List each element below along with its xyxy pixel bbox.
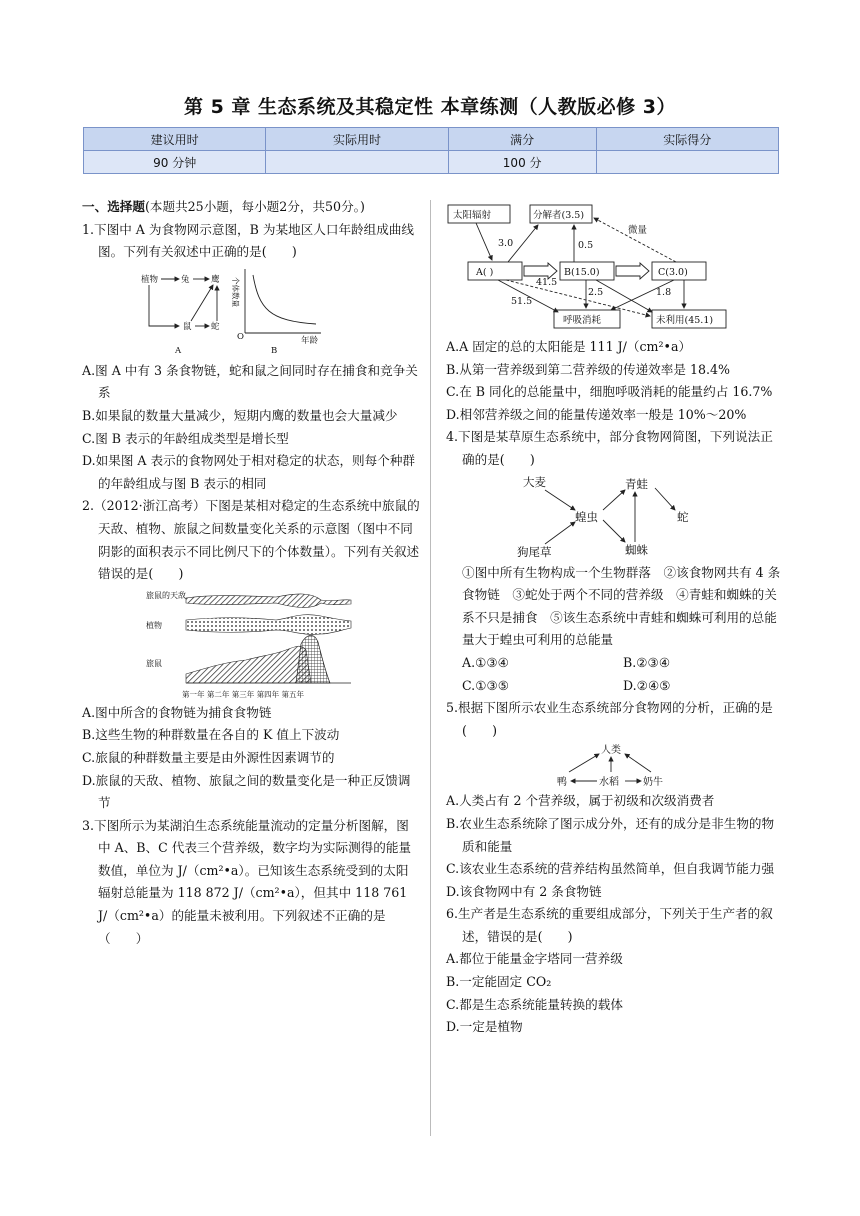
q4-option-a[interactable]: A.①③④	[462, 654, 509, 670]
q2-figure	[146, 588, 356, 700]
q4-spider: 蜘蛛	[625, 542, 648, 557]
section-heading: 一、选择题(本题共25小题，每小题2分，共50分。)	[82, 199, 365, 214]
q5-human: 人类	[601, 745, 621, 757]
q5-stem: 5.根据下图所示农业生态系统部分食物网的分析，正确的是( )	[446, 700, 773, 738]
q4-option-c[interactable]: C.①③⑤	[462, 677, 510, 693]
q3-option-a[interactable]: A.A 固定的总的太阳能是 111 J/（cm²•a）	[446, 339, 692, 354]
q1-plant: 植物	[141, 274, 159, 285]
q3-n18: 1.8	[656, 287, 672, 298]
value-full-score: 100 分	[448, 151, 596, 174]
q5-rice: 水稻	[599, 777, 619, 789]
q1-option-b[interactable]: B.如果鼠的数量大量减少，短期内鹰的数量也会大量减少	[82, 407, 398, 423]
q3-resp: 呼吸消耗	[563, 315, 602, 326]
q2-label-plant: 植物	[146, 620, 162, 630]
q3-decomposer: 分解者(3.5)	[533, 210, 585, 221]
q2-option-b[interactable]: B.这些生物的种群数量在各自的 K 值上下波动	[82, 727, 340, 743]
q2-band-plant	[186, 614, 351, 634]
q3-n515: 51.5	[511, 296, 533, 307]
q3-options	[446, 336, 784, 426]
q2-option-d[interactable]: D.旅鼠的天敌、植物、旅鼠之间的数量变化是一种正反馈调节	[82, 772, 411, 811]
value-suggested-time: 90 分钟	[84, 151, 266, 174]
q3-figure	[446, 200, 746, 330]
q6-option-c[interactable]: C.都是生态系统能量转换的载体	[446, 996, 623, 1012]
q1-figure	[141, 269, 361, 357]
q6-stem: 6.生产者是生态系统的重要组成部分，下列关于生产者的叙述，错误的是( )	[446, 906, 773, 944]
q1-origin: O	[237, 331, 244, 342]
q5-option-c[interactable]: C.该农业生态系统的营养结构虽然简单，但自我调节能力强	[446, 861, 775, 877]
q1-label-a: A	[175, 345, 182, 356]
q1-snake: 蛇	[211, 321, 220, 332]
q1-xlabel: 年龄	[301, 335, 319, 346]
q1-mouse: 鼠	[183, 321, 192, 332]
q2-options	[82, 702, 420, 815]
q4-figure	[515, 474, 715, 560]
q3-n30: 3.0	[498, 238, 514, 249]
q2-band-predator	[186, 594, 351, 608]
q3-node-c: C(3.0)	[658, 267, 688, 278]
q2-option-a[interactable]: A.图中所含的食物链为捕食食物链	[82, 704, 272, 720]
q3-n05: 0.5	[578, 240, 594, 251]
q5-duck: 鸭	[557, 777, 567, 789]
q2-option-c[interactable]: C.旅鼠的种群数量主要是由外源性因素调节的	[82, 749, 335, 765]
q1-label-b: B	[271, 345, 278, 356]
q2-stem: 2.（2012·浙江高考）下图是某相对稳定的生态系统中旅鼠的天敌、植物、旅鼠之间数量变化关系的示意图（图中不同阴影的面积表示不同比例尺下的个体数量）。下列有关叙述错误的是( )	[82, 498, 420, 582]
q4-option-d[interactable]: D.②④⑤	[623, 677, 671, 693]
q5-cow: 奶牛	[643, 777, 663, 789]
q4-barley: 大麦	[523, 474, 546, 489]
q2-label-predator: 旅鼠的天敌	[146, 590, 186, 600]
q6-option-b[interactable]: B.一定能固定 CO₂	[446, 974, 552, 990]
value-actual-score[interactable]	[596, 151, 778, 174]
q6-option-a[interactable]: A.都位于能量金字塔同一营养级	[446, 951, 623, 967]
q3-sun: 太阳辐射	[453, 210, 492, 221]
q1-eagle: 鹰	[211, 274, 220, 285]
column-divider	[430, 200, 431, 1136]
header-suggested-time: 建议用时	[84, 128, 266, 151]
q3-node-b: B(15.0)	[564, 267, 600, 278]
q5-option-a[interactable]: A.人类占有 2 个营养级，属于初级和次级消费者	[446, 793, 715, 809]
q3-option-d[interactable]: D.相邻营养级之间的能量传递效率一般是 10%～20%	[446, 406, 747, 422]
q3-n415: 41.5	[536, 277, 558, 288]
right-column	[446, 200, 784, 1039]
q2-years: 第一年 第二年 第三年 第四年 第五年	[182, 689, 305, 699]
q1-option-a[interactable]: A.图 A 中有 3 条食物链，蛇和鼠之间同时存在捕食和竞争关系	[82, 362, 418, 401]
q1-stem: 1.下图中 A 为食物网示意图，B 为某地区人口年龄组成曲线图。下列有关叙述中正确的是( )	[82, 221, 415, 260]
q5-figure	[555, 742, 675, 790]
page-title: 第 5 章 生态系统及其稳定性 本章练测（人教版必修 3）	[183, 96, 676, 118]
q4-locust: 蝗虫	[575, 509, 598, 524]
q4-frog: 青蛙	[625, 476, 648, 491]
q4-snake: 蛇	[677, 509, 689, 524]
header-full-score: 满分	[448, 128, 596, 151]
q1-option-d[interactable]: D.如果图 A 表示的食物网处于相对稳定的状态，则每个种群的年龄组成与图 B 表示的相同	[82, 453, 416, 491]
q4-options	[446, 652, 784, 697]
q3-n25: 2.5	[588, 287, 604, 298]
q2-band-lemming-low	[186, 646, 311, 683]
q4-option-b[interactable]: B.②③④	[623, 654, 671, 670]
q5-option-b[interactable]: B.农业生态系统除了图示成分外，还有的成分是非生物的物质和能量	[446, 815, 775, 854]
q4-statements: ①图中所有生物构成一个生物群落 ②该食物网共有 4 条食物链 ③蛇处于两个不同的营养级 ④青蛙和蜘蛛的关系不只是捕食 ⑤该生态系统中青蛙和蜘蛛可利用的总能量大于蝗虫可利用的总能量	[462, 564, 781, 648]
q3-option-b[interactable]: B.从第一营养级到第二营养级的传递效率是 18.4%	[446, 361, 730, 377]
q2-band-lemming-peak	[296, 635, 330, 683]
header-actual-time: 实际用时	[266, 128, 448, 151]
info-table	[83, 127, 779, 174]
value-actual-time[interactable]	[266, 151, 448, 174]
q3-trace: 微量	[628, 225, 648, 236]
q5-option-d[interactable]: D.该食物网中有 2 条食物链	[446, 883, 602, 899]
q1-option-c[interactable]: C.图 B 表示的年龄组成类型是增长型	[82, 430, 289, 446]
q6-option-d[interactable]: D.一定是植物	[446, 1019, 523, 1035]
q1-options	[82, 360, 420, 496]
q1-ylabel: 个体数量	[231, 276, 240, 307]
q3-unused: 未利用(45.1)	[656, 315, 714, 326]
left-column	[82, 196, 420, 950]
q4-foxtail: 狗尾草	[517, 544, 552, 559]
q1-rabbit: 兔	[181, 274, 190, 285]
q3-stem: 3.下图所示为某湖泊生态系统能量流动的定量分析图解，图中 A、B、C 代表三个营养级，数字均为实际测得的能量数值，单位为 J/（cm²•a）。已知该生态系统受到的太阳辐射总能量为 118 872 J/（cm²•a），但其中 118 761 J/（cm²•a）的能量未被利用。下列叙述不正确的是（ ）	[82, 817, 412, 946]
header-actual-score: 实际得分	[596, 128, 778, 151]
q3-option-c[interactable]: C.在 B 同化的总能量中，细胞呼吸消耗的能量约占 16.7%	[446, 384, 773, 400]
q4-stem: 4.下图是某草原生态系统中，部分食物网简图，下列说法正确的是( )	[446, 429, 773, 467]
q5-options	[446, 790, 784, 903]
q6-options	[446, 948, 784, 1038]
q2-label-lemming: 旅鼠	[146, 658, 162, 668]
q3-node-a: A( )	[476, 267, 494, 278]
